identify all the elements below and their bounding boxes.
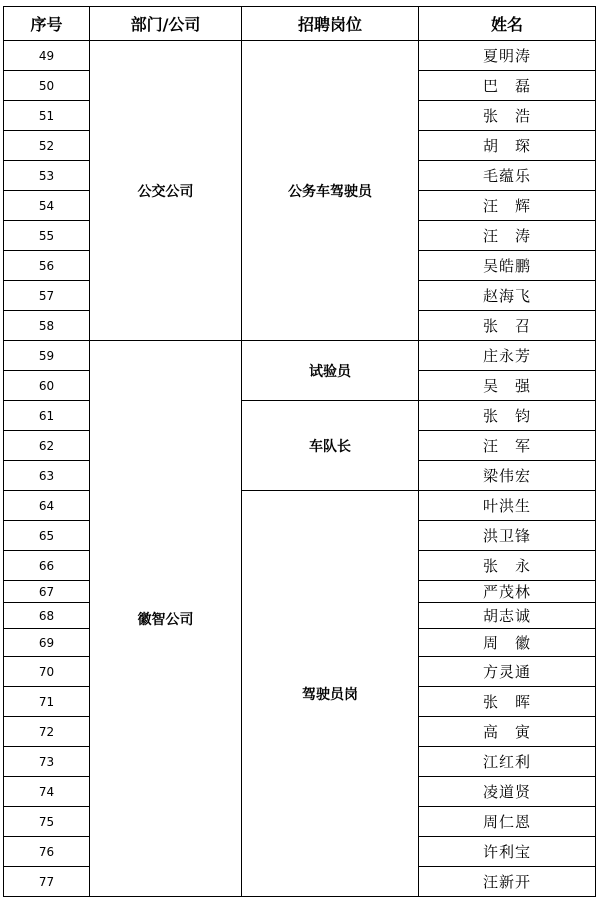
recruitment-table [3,6,596,897]
person-name: 严茂林 [419,581,596,603]
row-index: 61 [4,401,90,431]
position-cell: 试验员 [242,341,419,401]
row-index: 59 [4,341,90,371]
person-name: 凌道贤 [419,777,596,807]
person-name: 汪 涛 [419,221,596,251]
person-name: 庄永芳 [419,341,596,371]
person-name: 赵海飞 [419,281,596,311]
person-name: 胡志诚 [419,603,596,629]
person-name: 洪卫锋 [419,521,596,551]
person-name: 吴皓鹏 [419,251,596,281]
row-index: 73 [4,747,90,777]
person-name: 吴 强 [419,371,596,401]
header-name: 姓名 [419,7,596,41]
row-index: 70 [4,657,90,687]
table-row [4,341,596,371]
person-name: 张 晖 [419,687,596,717]
row-index: 72 [4,717,90,747]
position-cell: 公务车驾驶员 [242,41,419,341]
row-index: 57 [4,281,90,311]
row-index: 62 [4,431,90,461]
header-position: 招聘岗位 [242,7,419,41]
person-name: 梁伟宏 [419,461,596,491]
row-index: 64 [4,491,90,521]
person-name: 张 永 [419,551,596,581]
person-name: 高 寅 [419,717,596,747]
person-name: 张 浩 [419,101,596,131]
person-name: 张 召 [419,311,596,341]
row-index: 76 [4,837,90,867]
row-index: 51 [4,101,90,131]
person-name: 汪 辉 [419,191,596,221]
person-name: 周 徽 [419,629,596,657]
person-name: 叶洪生 [419,491,596,521]
person-name: 方灵通 [419,657,596,687]
row-index: 55 [4,221,90,251]
department-cell: 公交公司 [90,41,242,341]
header-department: 部门/公司 [90,7,242,41]
person-name: 毛蕴乐 [419,161,596,191]
person-name: 江红利 [419,747,596,777]
person-name: 张 钧 [419,401,596,431]
header-index: 序号 [4,7,90,41]
row-index: 74 [4,777,90,807]
row-index: 58 [4,311,90,341]
row-index: 77 [4,867,90,897]
person-name: 夏明涛 [419,41,596,71]
row-index: 71 [4,687,90,717]
row-index: 60 [4,371,90,401]
person-name: 汪新开 [419,867,596,897]
position-cell: 驾驶员岗 [242,491,419,897]
row-index: 75 [4,807,90,837]
row-index: 68 [4,603,90,629]
row-index: 67 [4,581,90,603]
position-cell: 车队长 [242,401,419,491]
row-index: 63 [4,461,90,491]
row-index: 65 [4,521,90,551]
row-index: 49 [4,41,90,71]
row-index: 66 [4,551,90,581]
row-index: 50 [4,71,90,101]
person-name: 汪 军 [419,431,596,461]
row-index: 53 [4,161,90,191]
row-index: 52 [4,131,90,161]
table-row [4,41,596,71]
person-name: 巴 磊 [419,71,596,101]
person-name: 胡 琛 [419,131,596,161]
person-name: 周仁恩 [419,807,596,837]
department-cell: 徽智公司 [90,341,242,897]
person-name: 许利宝 [419,837,596,867]
row-index: 69 [4,629,90,657]
row-index: 54 [4,191,90,221]
header-row [4,7,596,41]
row-index: 56 [4,251,90,281]
